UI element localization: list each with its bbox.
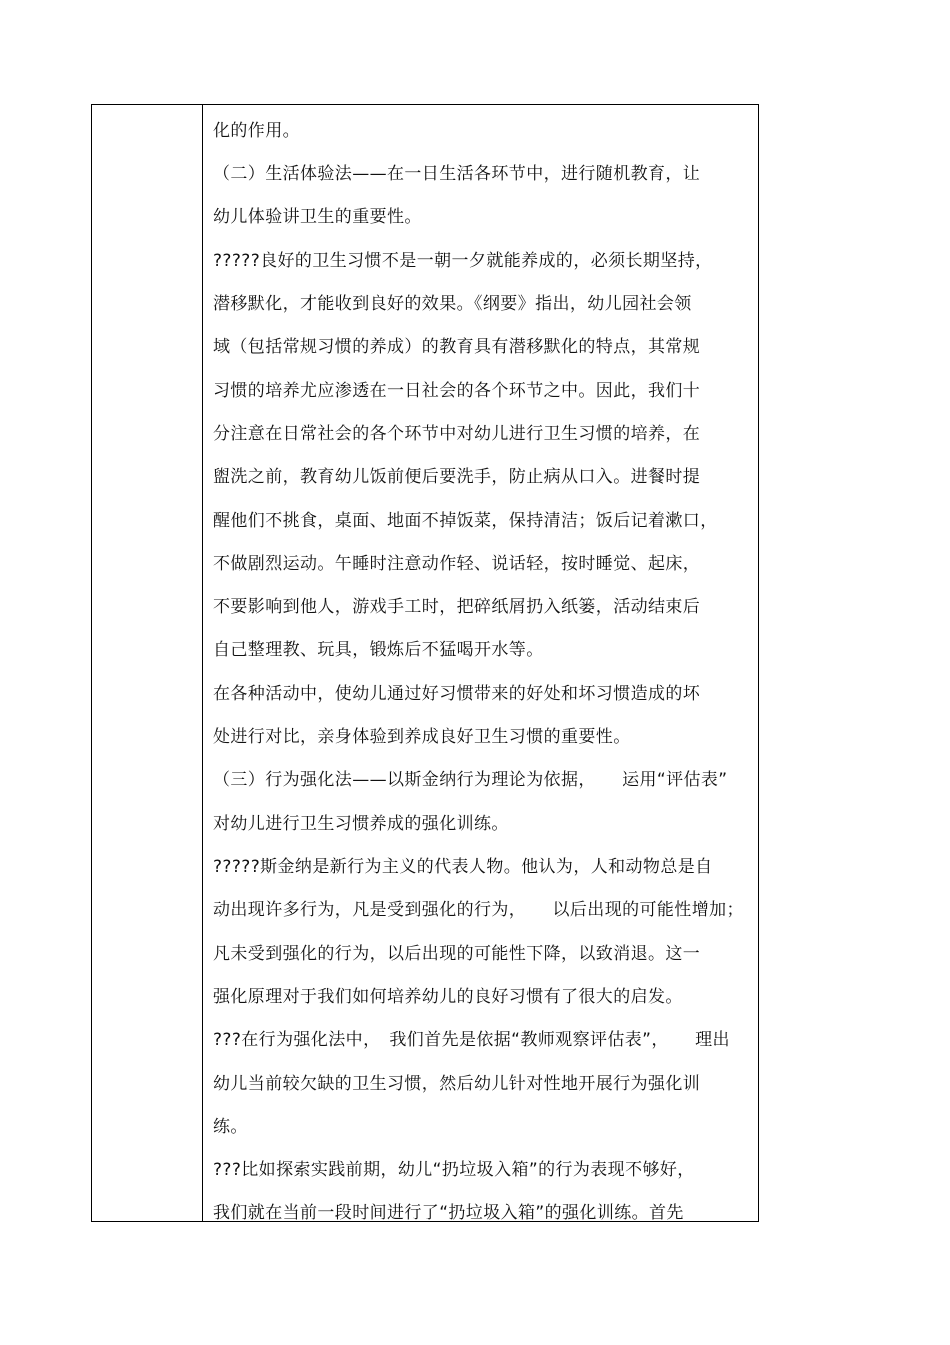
text-line: 自己整理教、玩具，锻炼后不猛喝开水等。 bbox=[213, 640, 544, 660]
text-line: 强化原理对于我们如何培养幼儿的良好习惯有了很大的启发。 bbox=[213, 987, 683, 1007]
text-line: 分注意在日常社会的各个环节中对幼儿进行卫生习惯的培养，在 bbox=[213, 424, 701, 444]
text-line: 处进行对比，亲身体验到养成良好卫生习惯的重要性。 bbox=[213, 727, 631, 747]
text-line: 幼儿当前较欠缺的卫生习惯，然后幼儿针对性地开展行为强化训 bbox=[213, 1074, 701, 1094]
text-line: 醒他们不挑食，桌面、地面不掉饭菜，保持清洁；饭后记着漱口， bbox=[213, 511, 718, 531]
text-line: 不要影响到他人，游戏手工时，把碎纸屑扔入纸篓，活动结束后 bbox=[213, 597, 701, 617]
text-line: （三）行为强化法——以斯金纳行为理论为依据， 运用“评估表” bbox=[213, 770, 728, 790]
left-column-cell bbox=[92, 105, 203, 1221]
text-line: 幼儿体验讲卫生的重要性。 bbox=[213, 207, 422, 227]
text-line: ?????良好的卫生习惯不是一朝一夕就能养成的，必须长期坚持， bbox=[213, 251, 713, 271]
text-line: ???比如探索实践前期，幼儿“扔垃圾入箱”的行为表现不够好， bbox=[213, 1160, 695, 1180]
text-line: ?????斯金纳是新行为主义的代表人物。他认为，人和动物总是自 bbox=[213, 857, 713, 877]
text-line: 在各种活动中，使幼儿通过好习惯带来的好处和坏习惯造成的坏 bbox=[213, 684, 701, 704]
text-line: 域（包括常规习惯的养成）的教育具有潜移默化的特点，其常规 bbox=[213, 337, 701, 357]
text-line: 潜移默化，才能收到良好的效果。《纲要》指出，幼儿园社会领 bbox=[213, 294, 692, 314]
text-line: 化的作用。 bbox=[213, 121, 300, 141]
text-line: 动出现许多行为，凡是受到强化的行为， 以后出现的可能性增加； bbox=[213, 900, 744, 920]
text-line: 凡未受到强化的行为，以后出现的可能性下降，以致消退。这一 bbox=[213, 944, 701, 964]
text-line: 盥洗之前，教育幼儿饭前便后要洗手，防止病从口入。进餐时提 bbox=[213, 467, 701, 487]
text-line: 对幼儿进行卫生习惯养成的强化训练。 bbox=[213, 814, 509, 834]
text-line: 习惯的培养尤应渗透在一日社会的各个环节之中。因此，我们十 bbox=[213, 381, 701, 401]
text-line: （二）生活体验法——在一日生活各环节中，进行随机教育，让 bbox=[213, 164, 701, 184]
text-line: ???在行为强化法中， 我们首先是依据“教师观察评估表”， 理出 bbox=[213, 1030, 730, 1050]
text-line: 我们就在当前一段时间进行了“扔垃圾入箱”的强化训练。首先 bbox=[213, 1203, 684, 1223]
text-line: 练。 bbox=[213, 1117, 248, 1137]
text-line: 不做剧烈运动。午睡时注意动作轻、说话轻，按时睡觉、起床， bbox=[213, 554, 701, 574]
document-table bbox=[91, 104, 759, 1222]
